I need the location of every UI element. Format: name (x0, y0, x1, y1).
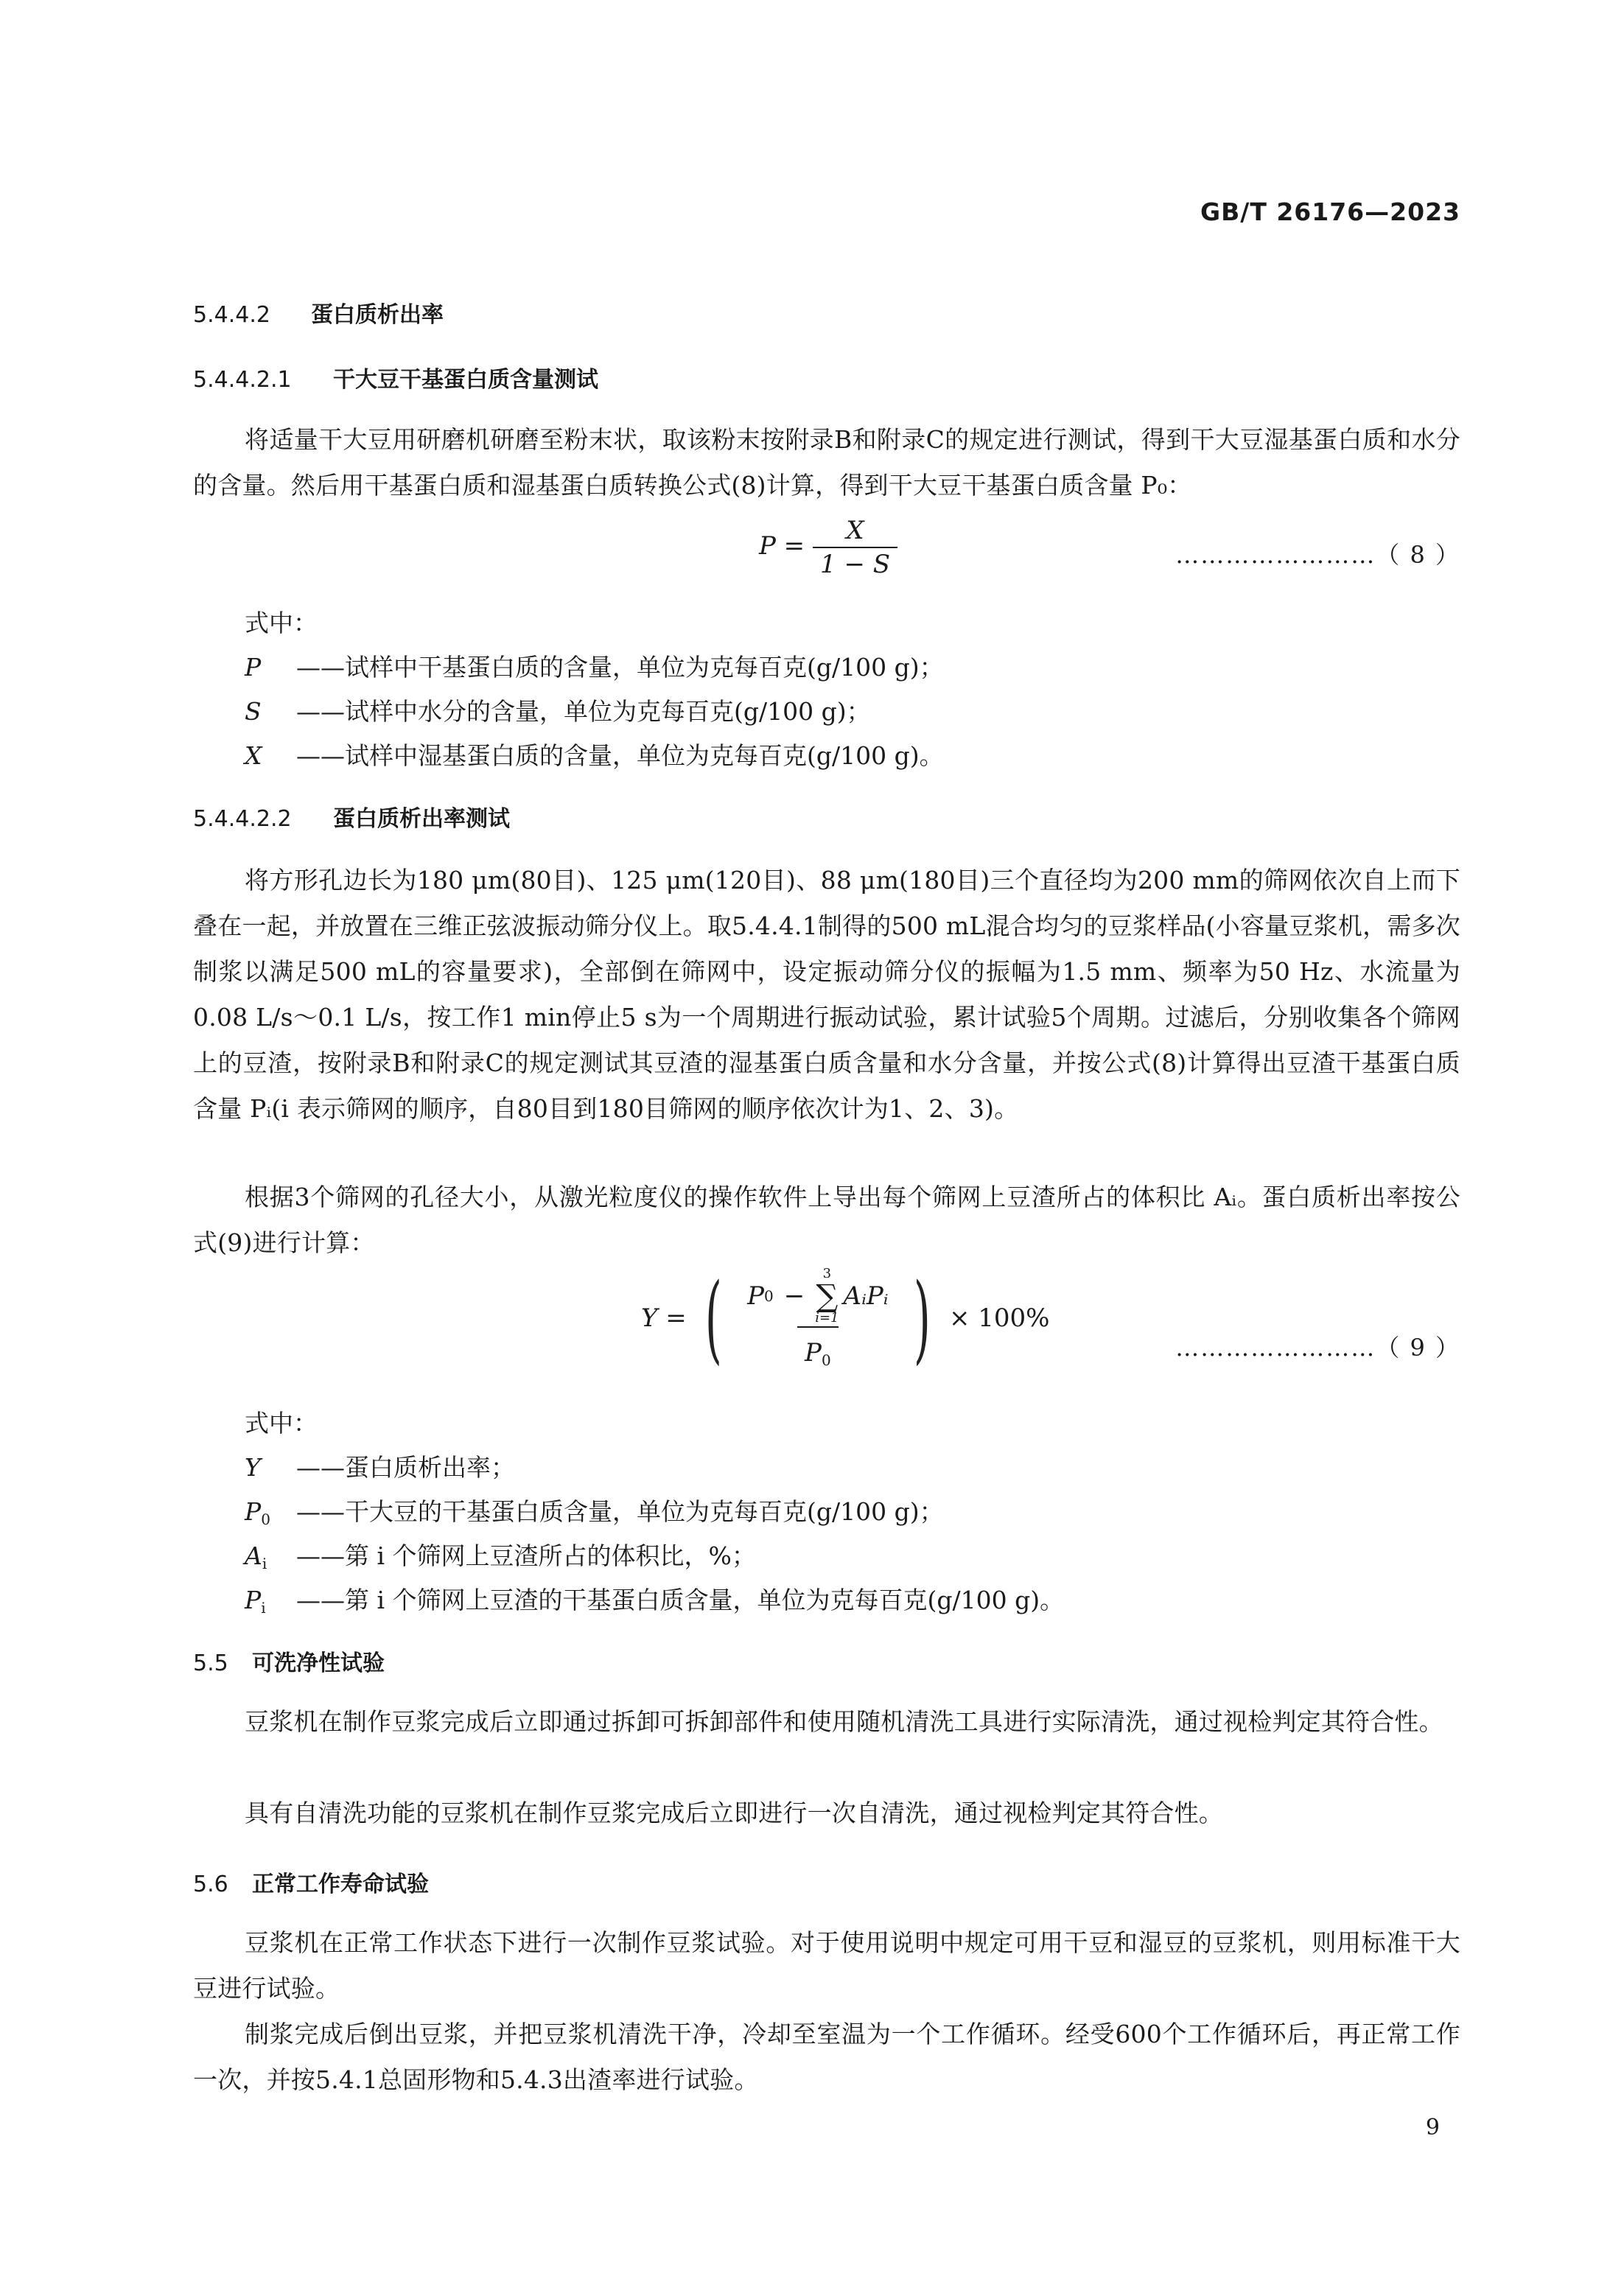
legend-item (245, 1493, 944, 1528)
legend-item (245, 1449, 515, 1484)
heading-title: 蛋白质析出率测试 (333, 806, 510, 832)
formula-fraction (740, 1267, 896, 1369)
paragraph-washability: 豆浆机在制作豆浆完成后立即通过拆卸可拆卸部件和使用随机清洗工具进行实际清洗，通过视检判定其符合性。 (245, 1707, 1443, 1736)
heading-5-4-4-2-2 (193, 800, 510, 833)
right-paren: ) (914, 1262, 931, 1374)
legend-symbol-letter: A (245, 1541, 262, 1570)
fraction-denominator (797, 1326, 839, 1369)
minus-sign: − (783, 1281, 805, 1311)
heading-5-6 (193, 1866, 429, 1898)
formula-9 (641, 1262, 1050, 1374)
sum-lower: i=1 (815, 1310, 839, 1326)
heading-5-4-4-2 (193, 296, 444, 329)
legend-item (245, 693, 871, 727)
p-zero: P (747, 1281, 764, 1311)
heading-5-5 (193, 1645, 385, 1677)
times-100-percent: × 100% (948, 1303, 1050, 1333)
legend-symbol-sub: 0 (261, 1510, 270, 1528)
fraction-denominator: 1 − S (813, 547, 897, 579)
legend-symbol (245, 1586, 296, 1617)
heading-title: 可洗净性试验 (252, 1650, 385, 1676)
heading-title: 正常工作寿命试验 (252, 1872, 429, 1897)
paragraph-life-test: 豆浆机在正常工作状态下进行一次制作豆浆试验。对于使用说明中规定可用干豆和湿豆的豆浆机，则用标准干大豆进行试验。 (193, 1928, 1460, 2003)
document-code: GB/T 26176—2023 (1200, 197, 1460, 226)
heading-number: 5.5 (193, 1650, 228, 1676)
page-number: 9 (1425, 2115, 1440, 2140)
p-zero: P (805, 1338, 822, 1368)
legend-symbol-letter: P (245, 1497, 262, 1526)
fraction-numerator (740, 1267, 896, 1326)
formula-8 (759, 516, 897, 579)
formula-lhs: P = (759, 531, 805, 561)
heading-title: 蛋白质析出率 (311, 302, 444, 328)
paragraph-work-cycle: 制浆完成后倒出豆浆，并把豆浆机清洗干净，冷却至室温为一个工作循环。经受600个工作循环后，再正常工作一次，并按5.4.1总固形物和5.4.3出渣率进行试验。 (193, 2020, 1460, 2094)
summation (815, 1267, 839, 1325)
sum-upper: 3 (822, 1266, 832, 1281)
heading-number: 5.4.4.2.1 (193, 367, 292, 393)
legend-symbol (245, 1497, 296, 1528)
equation-number-8: ……………………（ 8 ） (1175, 541, 1460, 569)
legend-symbol: S (245, 697, 262, 726)
legend-title: 式中： (245, 609, 318, 637)
sum-term: AᵢPᵢ (843, 1281, 889, 1311)
legend-desc: ——试样中水分的含量，单位为克每百克(g/100 g)； (296, 697, 871, 726)
heading-number: 5.4.4.2.2 (193, 806, 292, 832)
legend-desc: ——试样中干基蛋白质的含量，单位为克每百克(g/100 g)； (296, 653, 944, 682)
formula-fraction (813, 516, 897, 579)
legend-symbol: P (245, 653, 262, 682)
legend-desc: ——干大豆的干基蛋白质含量，单位为克每百克(g/100 g)； (296, 1497, 944, 1526)
legend-item (245, 737, 944, 771)
heading-number: 5.4.4.2 (193, 302, 270, 328)
sum-sign: ∑ (816, 1278, 839, 1314)
formula-lhs: Y = (641, 1303, 687, 1333)
heading-5-4-4-2-1 (193, 361, 598, 393)
legend-desc: ——第 i 个筛网上豆渣的干基蛋白质含量，单位为克每百克(g/100 g)。 (296, 1586, 1065, 1614)
equation-number-9: ……………………（ 9 ） (1175, 1334, 1460, 1362)
legend-symbol-sub: i (261, 1599, 266, 1617)
legend-item (245, 648, 944, 683)
legend-item (245, 1581, 1064, 1617)
legend-item (245, 1537, 756, 1572)
left-paren: ( (704, 1262, 722, 1374)
legend-desc: ——试样中湿基蛋白质的含量，单位为克每百克(g/100 g)。 (296, 741, 944, 770)
legend-symbol (245, 1453, 296, 1484)
legend-symbol-letter: Y (245, 1453, 261, 1482)
legend-symbol-letter: P (245, 1586, 262, 1614)
legend-symbol: X (245, 741, 262, 770)
legend-desc: ——第 i 个筛网上豆渣所占的体积比，%； (296, 1541, 756, 1570)
legend-symbol (245, 1541, 296, 1572)
paragraph-sieve-test: 将方形孔边长为180 μm(80目)、125 μm(120目)、88 μm(180目)三个直径均为200 mm的筛网依次自上而下叠在一起，并放置在三维正弦波振动筛分仪上。取5.4.4.1制得的500 mL混合均匀的豆浆样品(小容量豆浆机，需多次制浆以满足500 mL的容量要求)，全部倒在筛网中，设定振动筛分仪的振幅为1.5 mm、频率为50 Hz、水流量为0.08 L/s～0.1 L/s，按工作1 min停止5 s为一个周期进行振动试验，累计试验5个周期。过滤后，分别收集各个筛网上的豆渣，按附录B和附录C的规定测试其豆渣的湿基蛋白质含量和水分含量，并按公式(8)计算得出豆渣干基蛋白质含量 Pᵢ(i 表示筛网的顺序，自80目到180目筛网的顺序依次计为1、2、3)。 (193, 866, 1460, 1123)
legend-title: 式中： (245, 1409, 318, 1438)
heading-title: 干大豆干基蛋白质含量测试 (333, 367, 598, 393)
p-zero-sub: 0 (763, 1287, 774, 1305)
heading-number: 5.6 (193, 1872, 228, 1897)
paragraph-dry-soybean-protein: 将适量干大豆用研磨机研磨至粉末状，取该粉末按附录B和附录C的规定进行测试，得到干大豆湿基蛋白质和水分的含量。然后用干基蛋白质和湿基蛋白质转换公式(8)计算，得到干大豆干基蛋白质含量 P₀： (193, 425, 1460, 500)
paragraph-self-clean: 具有自清洗功能的豆浆机在制作豆浆完成后立即进行一次自清洗，通过视检判定其符合性。 (245, 1799, 1223, 1827)
fraction-numerator: X (846, 516, 864, 545)
paragraph-volume-ratio: 根据3个筛网的孔径大小，从激光粒度仪的操作软件上导出每个筛网上豆渣所占的体积比 Aᵢ。蛋白质析出率按公式(9)进行计算： (193, 1183, 1460, 1257)
legend-symbol-sub: i (262, 1555, 267, 1572)
legend-desc: ——蛋白质析出率； (296, 1453, 515, 1482)
p-zero-sub: 0 (821, 1351, 831, 1369)
